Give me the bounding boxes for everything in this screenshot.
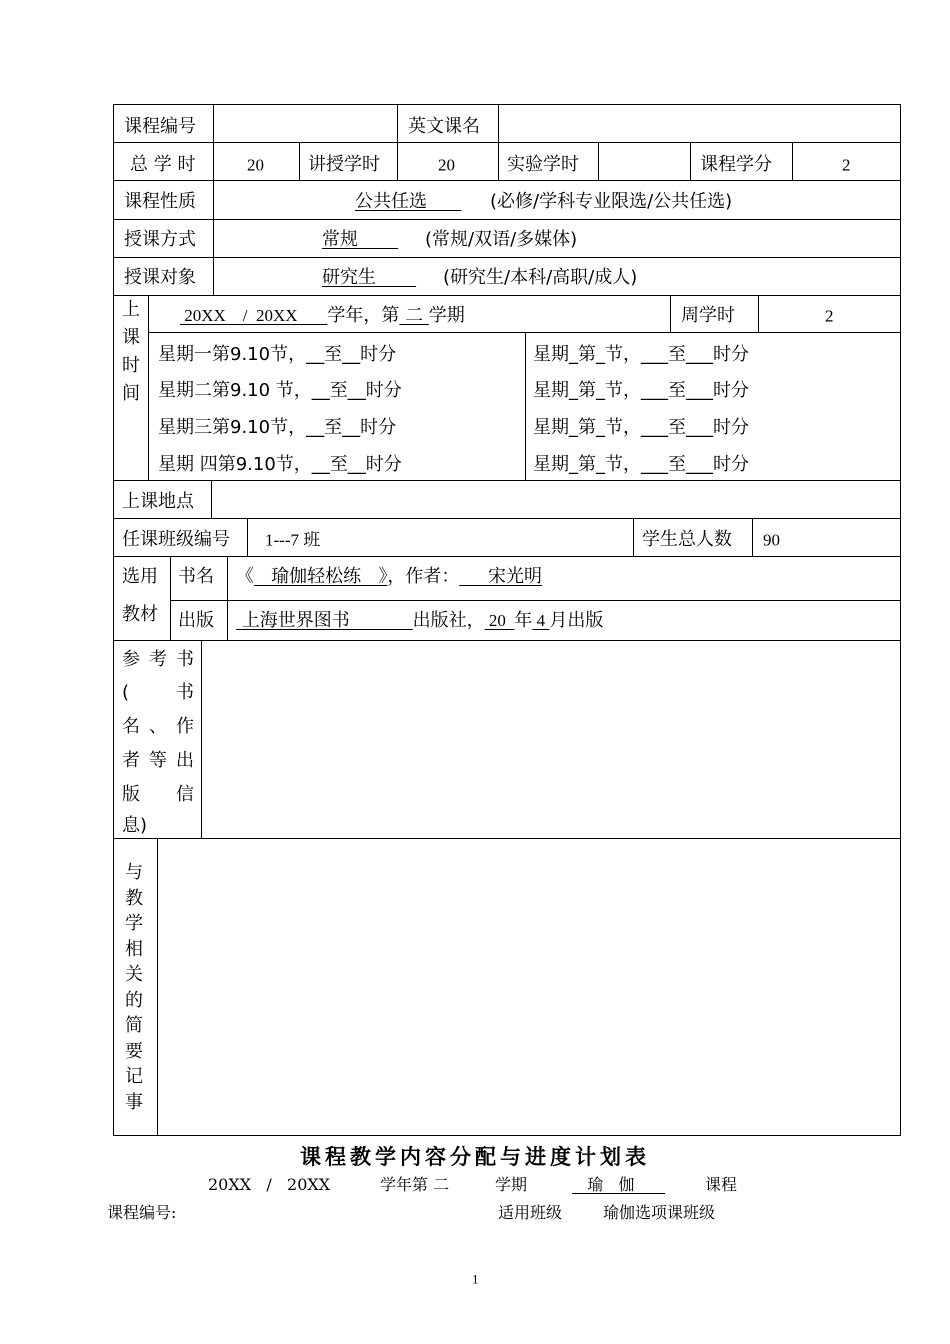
textbook-label: 教材	[122, 604, 158, 625]
table-rule	[211, 480, 212, 518]
table-rule	[148, 295, 149, 480]
publisher-info	[236, 612, 603, 630]
plan-class-label: 适用班级	[498, 1203, 563, 1222]
table-rule	[598, 142, 599, 180]
plan-course-no-label: 课程编号:	[107, 1203, 177, 1222]
class-no-value: 1---7 班	[265, 530, 321, 550]
book-title: 瑜伽轻松练 》	[254, 566, 388, 587]
table-rule	[498, 104, 499, 180]
reference-label-line: ( 书	[122, 682, 194, 703]
book-info	[236, 568, 542, 586]
plan-term-suffix: 学期	[495, 1175, 528, 1194]
table-rule	[113, 838, 901, 839]
schedule-label-char: 间	[122, 383, 140, 404]
weekly-hours-label: 周学时	[681, 305, 735, 326]
table-rule	[113, 640, 901, 641]
credits-value: 2	[842, 155, 851, 175]
year-label: 年	[514, 610, 533, 631]
notes-label-char: 的	[125, 990, 143, 1011]
table-rule	[170, 556, 171, 640]
schedule-slot: 星期_第_节，___至___时分	[533, 454, 749, 475]
textbook-label: 选用	[122, 566, 158, 587]
student-count-value: 90	[763, 530, 780, 550]
total-hours-label: 总 学 时	[130, 154, 196, 175]
plan-course-suffix: 课程	[705, 1175, 738, 1194]
schedule-label-char: 上	[122, 299, 140, 320]
publisher-suffix: 出版社，	[412, 610, 485, 631]
academic-year	[180, 307, 465, 325]
plan-class-value: 瑜伽选项课班级	[603, 1203, 716, 1222]
class-no-label: 任课班级编号	[122, 529, 230, 550]
course-no-label: 课程编号	[124, 116, 196, 137]
year-suffix: 学年，第	[327, 305, 400, 326]
total-hours-value: 20	[247, 155, 264, 175]
schedule-slot: 星期 四第9.10节，__至__时分	[158, 454, 402, 475]
plan-title: 课程教学内容分配与进度计划表	[300, 1144, 650, 1169]
book-title-label: 书名	[178, 566, 214, 587]
plan-term: 学年第 二	[380, 1175, 450, 1194]
page-number: 1	[472, 1271, 479, 1287]
table-rule	[113, 104, 114, 1136]
schedule-label-char: 课	[122, 327, 140, 348]
notes-label-char: 与	[125, 862, 143, 883]
schedule-slot: 星期二第9.10 节，__至__时分	[158, 380, 402, 401]
table-rule	[633, 518, 634, 556]
table-rule	[670, 295, 671, 332]
reference-label-line: 名、作	[122, 716, 194, 737]
publish-year: 20	[484, 611, 515, 630]
plan-year-range: 20XX / 20XX	[208, 1175, 331, 1194]
lecture-hours-label: 讲授学时	[308, 154, 380, 175]
audience-options: (研究生/本科/高职/成人)	[443, 267, 638, 288]
semester-suffix: 学期	[428, 305, 465, 326]
table-rule	[113, 518, 901, 519]
table-rule	[792, 142, 793, 180]
table-rule	[752, 518, 753, 556]
table-rule	[299, 142, 300, 180]
plan-course: 瑜 伽	[572, 1175, 666, 1194]
course-nature-options: (必修/学科专业限选/公共任选)	[490, 191, 733, 212]
notes-label-char: 相	[125, 939, 143, 960]
location-label: 上课地点	[122, 491, 194, 512]
lab-hours-label: 实验学时	[507, 154, 579, 175]
table-rule	[758, 295, 759, 332]
reference-label-line: 版 信	[122, 784, 194, 805]
notes-label-char: 关	[125, 964, 143, 985]
lecture-hours-value: 20	[438, 155, 455, 175]
audience-label: 授课对象	[124, 267, 196, 288]
table-rule	[113, 257, 901, 258]
semester: 二	[399, 305, 429, 326]
notes-label-char: 教	[125, 888, 143, 909]
weekly-hours-value: 2	[825, 306, 834, 326]
table-rule	[227, 556, 228, 640]
table-rule	[900, 104, 901, 1136]
student-count-label: 学生总人数	[642, 529, 732, 550]
table-rule	[113, 219, 901, 220]
schedule-slot: 星期_第_节，___至___时分	[533, 417, 749, 438]
reference-label-line: 者 等 出	[122, 750, 194, 771]
reference-label-line: 息)	[122, 815, 148, 836]
author-label: ，作者：	[387, 566, 460, 587]
reference-label-line: 参 考 书	[122, 649, 194, 670]
table-rule	[113, 180, 901, 181]
teaching-mode-label: 授课方式	[124, 229, 196, 250]
schedule-label-char: 时	[122, 355, 140, 376]
table-rule	[247, 518, 248, 556]
table-rule	[397, 104, 398, 180]
table-rule	[113, 104, 901, 105]
notes-label-char: 简	[125, 1015, 143, 1036]
table-rule	[113, 556, 901, 557]
table-rule	[525, 332, 526, 480]
schedule-slot: 星期三第9.10节，__至__时分	[158, 417, 397, 438]
course-nature-value: 公共任选	[355, 191, 462, 212]
table-rule	[213, 104, 214, 295]
table-rule	[113, 142, 901, 143]
table-rule	[113, 480, 901, 481]
book-title-open: 《	[236, 566, 254, 587]
teaching-mode-value: 常规	[322, 229, 399, 250]
table-rule	[113, 295, 901, 296]
table-rule	[113, 1135, 901, 1136]
publisher-label: 出版	[178, 610, 214, 631]
schedule-slot: 星期_第_节，___至___时分	[533, 380, 749, 401]
notes-label-char: 学	[125, 913, 143, 934]
notes-label-char: 事	[125, 1092, 143, 1113]
notes-label-char: 要	[125, 1041, 143, 1062]
audience-value: 研究生	[322, 267, 417, 288]
publisher-name: 上海世界图书	[236, 610, 413, 631]
table-rule	[690, 142, 691, 180]
notes-label-char: 记	[125, 1066, 143, 1087]
table-rule	[201, 640, 202, 838]
credits-label: 课程学分	[700, 154, 772, 175]
english-name-label: 英文课名	[408, 116, 480, 137]
month-label: 月出版	[549, 610, 604, 631]
schedule-slot: 星期_第_节，___至___时分	[533, 344, 749, 365]
course-nature-label: 课程性质	[124, 191, 196, 212]
schedule-slot: 星期一第9.10节，__至__时分	[158, 344, 397, 365]
teaching-mode-options: (常规/双语/多媒体)	[425, 229, 578, 250]
year-range: 20XX / 20XX	[180, 306, 328, 325]
book-author: 宋光明	[459, 566, 542, 587]
publish-month: 4	[532, 611, 550, 630]
table-rule	[157, 838, 158, 1135]
table-rule	[170, 600, 901, 601]
